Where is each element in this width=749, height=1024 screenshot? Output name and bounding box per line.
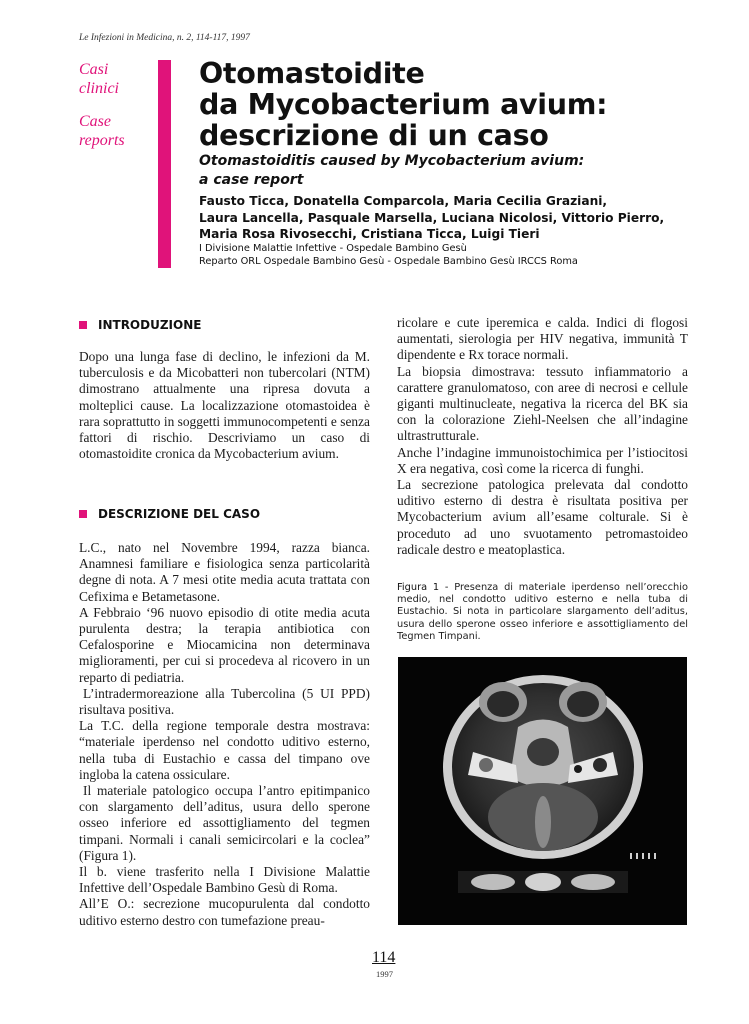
ct-scan-drawing: [398, 657, 687, 925]
case-paragraph-7: All’E O.: secrezione mucopurulenta dal condotto uditivo esterno destro con tumefazione preau-: [79, 896, 370, 928]
subtitle-line-1: Otomastoiditis caused by Mycobacterium avium:: [199, 153, 585, 169]
case-paragraph-4: La T.C. della regione temporale destra mostrava: “materiale iperdenso nel condotto uditivo esterno, nella tuba di Eustachio e cassa del timpano ove ingloba la catena ossiculare.: [79, 718, 370, 782]
subtitle-line-2: a case report: [199, 172, 304, 188]
article-subtitle: [199, 152, 584, 190]
case-heading-text: DESCRIZIONE DEL CASO: [98, 507, 261, 521]
intro-heading: [79, 318, 201, 332]
authors-line-2: Laura Lancella, Pasquale Marsella, Luciana Nicolosi, Vittorio Pierro,: [199, 210, 665, 225]
figure-caption-label: Figura 1 -: [397, 582, 449, 593]
case-paragraph-6: Il b. viene trasferito nella I Divisione Malattie Infettive dell’Ospedale Bambino Gesù di Roma.: [79, 864, 370, 896]
article-title: [199, 58, 607, 151]
case-text: [79, 540, 370, 929]
intro-text: [79, 349, 370, 462]
section-label: [79, 60, 149, 150]
authors-line-1: Fausto Ticca, Donatella Comparcola, Maria Cecilia Graziani,: [199, 194, 608, 208]
right-paragraph-2: La biopsia dimostrava: tessuto infiammatorio a carattere granulomatoso, con aree di necrosi e cellule giganti multinucleate, negativa la ricerca del BK sia con la colorazione Ziehl-Neelsen che all’indagine ultrastrutturale.: [397, 363, 688, 444]
page-year: 1997: [376, 969, 393, 979]
case-paragraph-1: L.C., nato nel Novembre 1994, razza bianca. Anamnesi familiare e fisiologica senza particolarità degne di nota. A 7 mesi otite media acuta trattata con Cefixima e Betametasone.: [79, 540, 370, 604]
affiliation-line-1: I Divisione Malattie Infettive - Ospedale Bambino Gesù: [199, 243, 467, 254]
section-label-it-1: Casi: [79, 61, 109, 78]
right-paragraph-1: ricolare e cute iperemica e calda. Indici di flogosi aumentati, sierologia per HIV negativa, immunità T dipendente e Rx torace normali.: [397, 315, 688, 363]
intro-paragraph: Dopo una lunga fase di declino, le infezioni da M. tuberculosis e da Micobatteri non tubercolari (NTM) dimostrano attualmente una ripresa dovuta a molteplici cause. La localizzazione otomastoidea è rara soprattutto in soggetti immunocompetenti e senza fattori di rischio. Descriviamo un caso di otomastoidite cronica da Mycobacterium avium.: [79, 349, 370, 462]
journal-citation: Le Infezioni in Medicina, n. 2, 114-117, 1997: [79, 33, 250, 43]
section-label-en-1: Case: [79, 113, 111, 130]
figure-caption: [397, 582, 688, 643]
affiliation-line-2: Reparto ORL Ospedale Bambino Gesù - Ospedale Bambino Gesù IRCCS Roma: [199, 256, 578, 267]
authors-line-3: Maria Rosa Rivosecchi, Cristiana Ticca, Luigi Tieri: [199, 227, 540, 241]
intro-heading-text: INTRODUZIONE: [98, 318, 202, 332]
case-paragraph-5: Il materiale patologico occupa l’antro epitimpanico con slargamento dell’aditus, usura dello sperone osseo inferiore ed assottigliamento del tegmen timpani. Normali i canali semicircolari e la coclea” (Figura 1).: [79, 783, 370, 863]
ct-scan-image: [398, 657, 687, 925]
section-label-en-2: reports: [79, 132, 125, 149]
page-number: 114: [372, 949, 396, 966]
case-paragraph-2: A Febbraio ‘96 nuovo episodio di otite media acuta purulenta destra; la terapia antibiotica con Cefalosporine e Miocamicina non determinava miglioramenti, per cui si procedeva al ricovero in un reparto di pediatria.: [79, 604, 370, 685]
heading-square-icon: [79, 321, 87, 329]
author-list: [199, 193, 664, 243]
title-line-2: da Mycobacterium avium:: [199, 88, 608, 121]
title-line-3: descrizione di un caso: [199, 119, 549, 152]
heading-square-icon: [79, 510, 87, 518]
right-paragraph-4: La secrezione patologica prelevata dal condotto uditivo esterno di destra è risultata positiva per Mycobacterium avium all’esame colturale. Si è proceduto ad uno svuotamento petromastoideo radicale destro e meatoplastica.: [397, 477, 688, 557]
title-accent-bar: [158, 60, 171, 268]
section-label-it-2: clinici: [79, 80, 119, 97]
case-paragraph-3: L’intradermoreazione alla Tubercolina (5 UI PPD) risultava positiva.: [79, 685, 370, 718]
affiliations: [199, 242, 578, 268]
title-line-1: Otomastoidite: [199, 57, 425, 90]
figure-caption-text: Presenza di materiale iperdenso nell’orecchio medio, nel condotto uditivo esterno e nella tuba di Eustachio. Si nota in particolare slargamento dell’aditus, usura dello sperone osseo inferiore e assottigliamento del Tegmen Timpani.: [397, 582, 688, 642]
case-heading: [79, 507, 260, 521]
right-column-text: [397, 315, 688, 558]
right-paragraph-3: Anche l’indagine immunoistochimica per l’istiocitosi X era negativa, così come la ricerca di funghi.: [397, 444, 688, 476]
